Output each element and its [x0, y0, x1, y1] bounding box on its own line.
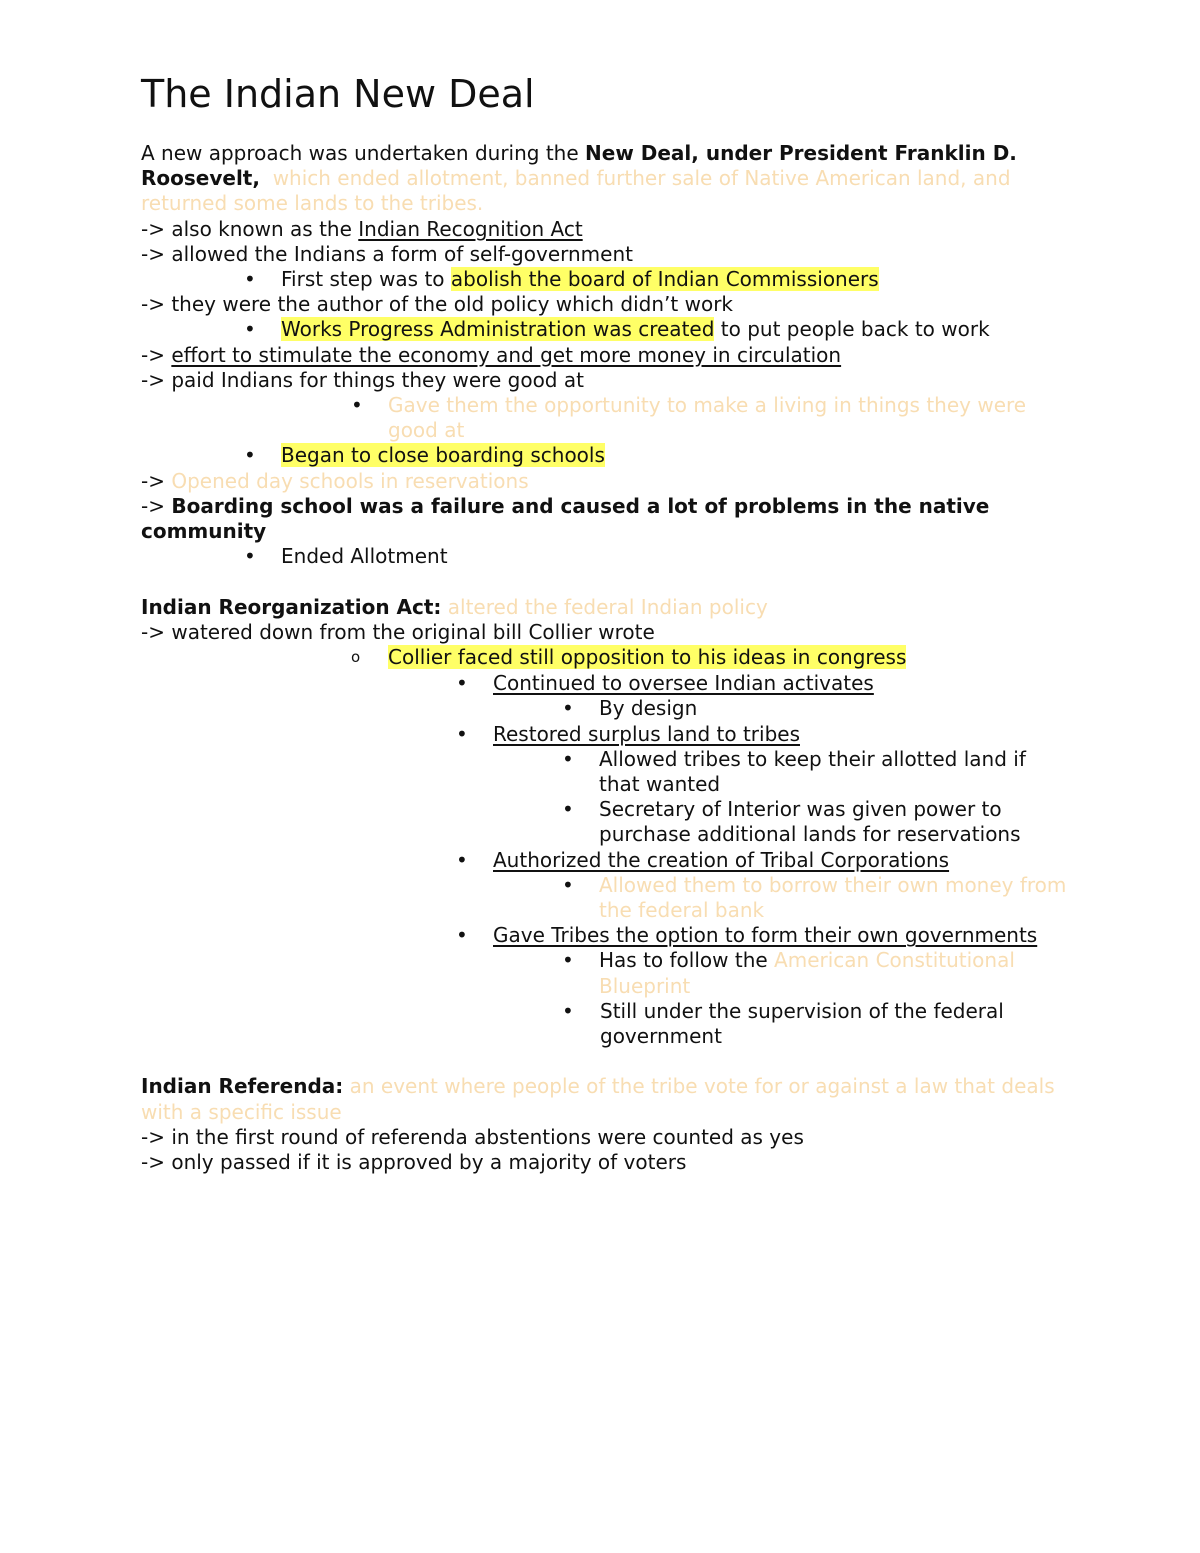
- bullet-icon: •: [244, 443, 256, 468]
- list-item: [141, 948, 1071, 998]
- list-item-text: Secretary of Interior was given power to purchase additional lands for reservations: [599, 797, 1021, 847]
- bullet-icon: •: [562, 872, 574, 897]
- bullet-icon: •: [456, 923, 468, 948]
- line-day-schools: [141, 469, 1071, 494]
- line-watered-down: -> watered down from the original bill Collier wrote: [141, 619, 655, 644]
- faint-definition: altered the federal Indian policy: [447, 594, 768, 619]
- line-majority: -> only passed if it is approved by a majority of voters: [141, 1150, 687, 1175]
- underlined-text: Gave Tribes the option to form their own governments: [493, 923, 1038, 948]
- spacer: [141, 569, 1071, 594]
- bullet-icon: •: [244, 267, 256, 292]
- line-economy: [141, 343, 1071, 368]
- list-item: [141, 873, 1071, 923]
- bullet-icon: •: [562, 998, 574, 1023]
- faint-text: Opened day schools in reservations: [171, 468, 529, 493]
- section-heading: Indian Reorganization Act:: [141, 594, 442, 619]
- list-item-text: Allowed tribes to keep their allotted land if that wanted: [599, 746, 1026, 797]
- faint-text: American Constitutional Blueprint: [599, 948, 1015, 998]
- list-item: [141, 645, 1071, 670]
- spacer: [141, 1049, 1071, 1074]
- list-item: [141, 393, 1071, 443]
- bullet-icon: •: [456, 671, 468, 696]
- line-boarding-school: [141, 494, 1071, 544]
- referenda-heading-line: [141, 1074, 1071, 1124]
- bullet-icon: •: [351, 393, 363, 418]
- list-item: [141, 797, 1071, 847]
- list-item: [141, 722, 1071, 747]
- underlined-text: Authorized the creation of Tribal Corporations: [493, 847, 950, 872]
- bullet-icon: •: [562, 696, 574, 721]
- list-item-text: First step was to: [281, 267, 451, 292]
- list-item: [141, 848, 1071, 873]
- bullet-icon: •: [562, 746, 574, 771]
- underlined-text: effort to stimulate the economy and get more money in circulation: [171, 342, 842, 367]
- faint-text: Gave them the opportunity to make a living in things they were good at: [388, 393, 1027, 443]
- intro-faint-text: which ended allotment, banned further sale of Native American land, and returned some lands to the tribes.: [141, 166, 1011, 216]
- bullet-icon: •: [562, 948, 574, 973]
- list-item-text: By design: [599, 696, 698, 721]
- section-heading: Indian Referenda:: [141, 1074, 344, 1099]
- underlined-text: Restored surplus land to tribes: [493, 721, 800, 746]
- line-old-policy: -> they were the author of the old policy which didn’t work: [141, 292, 733, 317]
- list-item: [141, 443, 1071, 468]
- list-item: [141, 747, 1071, 797]
- line-self-government: -> allowed the Indians a form of self-government: [141, 241, 633, 266]
- list-item: [141, 317, 1071, 342]
- highlighted-text: abolish the board of Indian Commissioners: [450, 267, 879, 292]
- list-item: [141, 671, 1071, 696]
- list-item: [141, 544, 1071, 569]
- document-title: The Indian New Deal: [141, 72, 535, 116]
- line-abstentions: -> in the first round of referenda abstentions were counted as yes: [141, 1124, 804, 1149]
- list-item-text: Has to follow the: [599, 948, 775, 973]
- list-item-text: Still under the supervision of the federal government: [600, 998, 1004, 1049]
- bullet-icon: •: [244, 544, 256, 569]
- indian-recognition-act-text: Indian Recognition Act: [358, 216, 583, 241]
- underlined-text: Continued to oversee Indian activates: [493, 671, 874, 696]
- bullet-icon: •: [456, 847, 468, 872]
- line-text: -> also known as the: [141, 216, 359, 241]
- list-item-text: Ended Allotment: [281, 544, 448, 569]
- intro-text: A new approach was undertaken during the: [141, 141, 586, 165]
- line-text: ->: [141, 468, 172, 493]
- line-text: ->: [141, 342, 172, 367]
- bullet-icon: •: [244, 317, 256, 342]
- line-also-known: [141, 217, 1071, 242]
- circle-bullet-icon: o: [351, 648, 361, 667]
- line-text: ->: [141, 493, 172, 518]
- intro-paragraph: [141, 141, 1071, 217]
- bold-text: Boarding school was a failure and caused a lot of problems in the native community: [141, 493, 990, 544]
- document-body: [141, 141, 1071, 1175]
- bullet-icon: •: [562, 797, 574, 822]
- list-item-text: to put people back to work: [714, 317, 990, 342]
- faint-text: Allowed them to borrow their own money from the federal bank: [599, 872, 1067, 923]
- highlighted-text: Began to close boarding schools: [281, 443, 605, 468]
- highlighted-text: Works Progress Administration was created: [281, 317, 715, 342]
- ira-heading-line: [141, 595, 1071, 620]
- list-item: [141, 999, 1071, 1049]
- bullet-icon: •: [456, 721, 468, 746]
- intro-bold-text: New Deal, under President Franklin D. Roosevelt,: [141, 141, 1017, 191]
- line-paid-indians: -> paid Indians for things they were good at: [141, 367, 584, 392]
- list-item: [141, 267, 1071, 292]
- list-item: [141, 696, 1071, 721]
- list-item: [141, 923, 1071, 948]
- faint-definition: an event where people of the tribe vote for or against a law that deals with a specific issue: [141, 1074, 1055, 1124]
- highlighted-text: Collier faced still opposition to his ideas in congress: [388, 645, 907, 670]
